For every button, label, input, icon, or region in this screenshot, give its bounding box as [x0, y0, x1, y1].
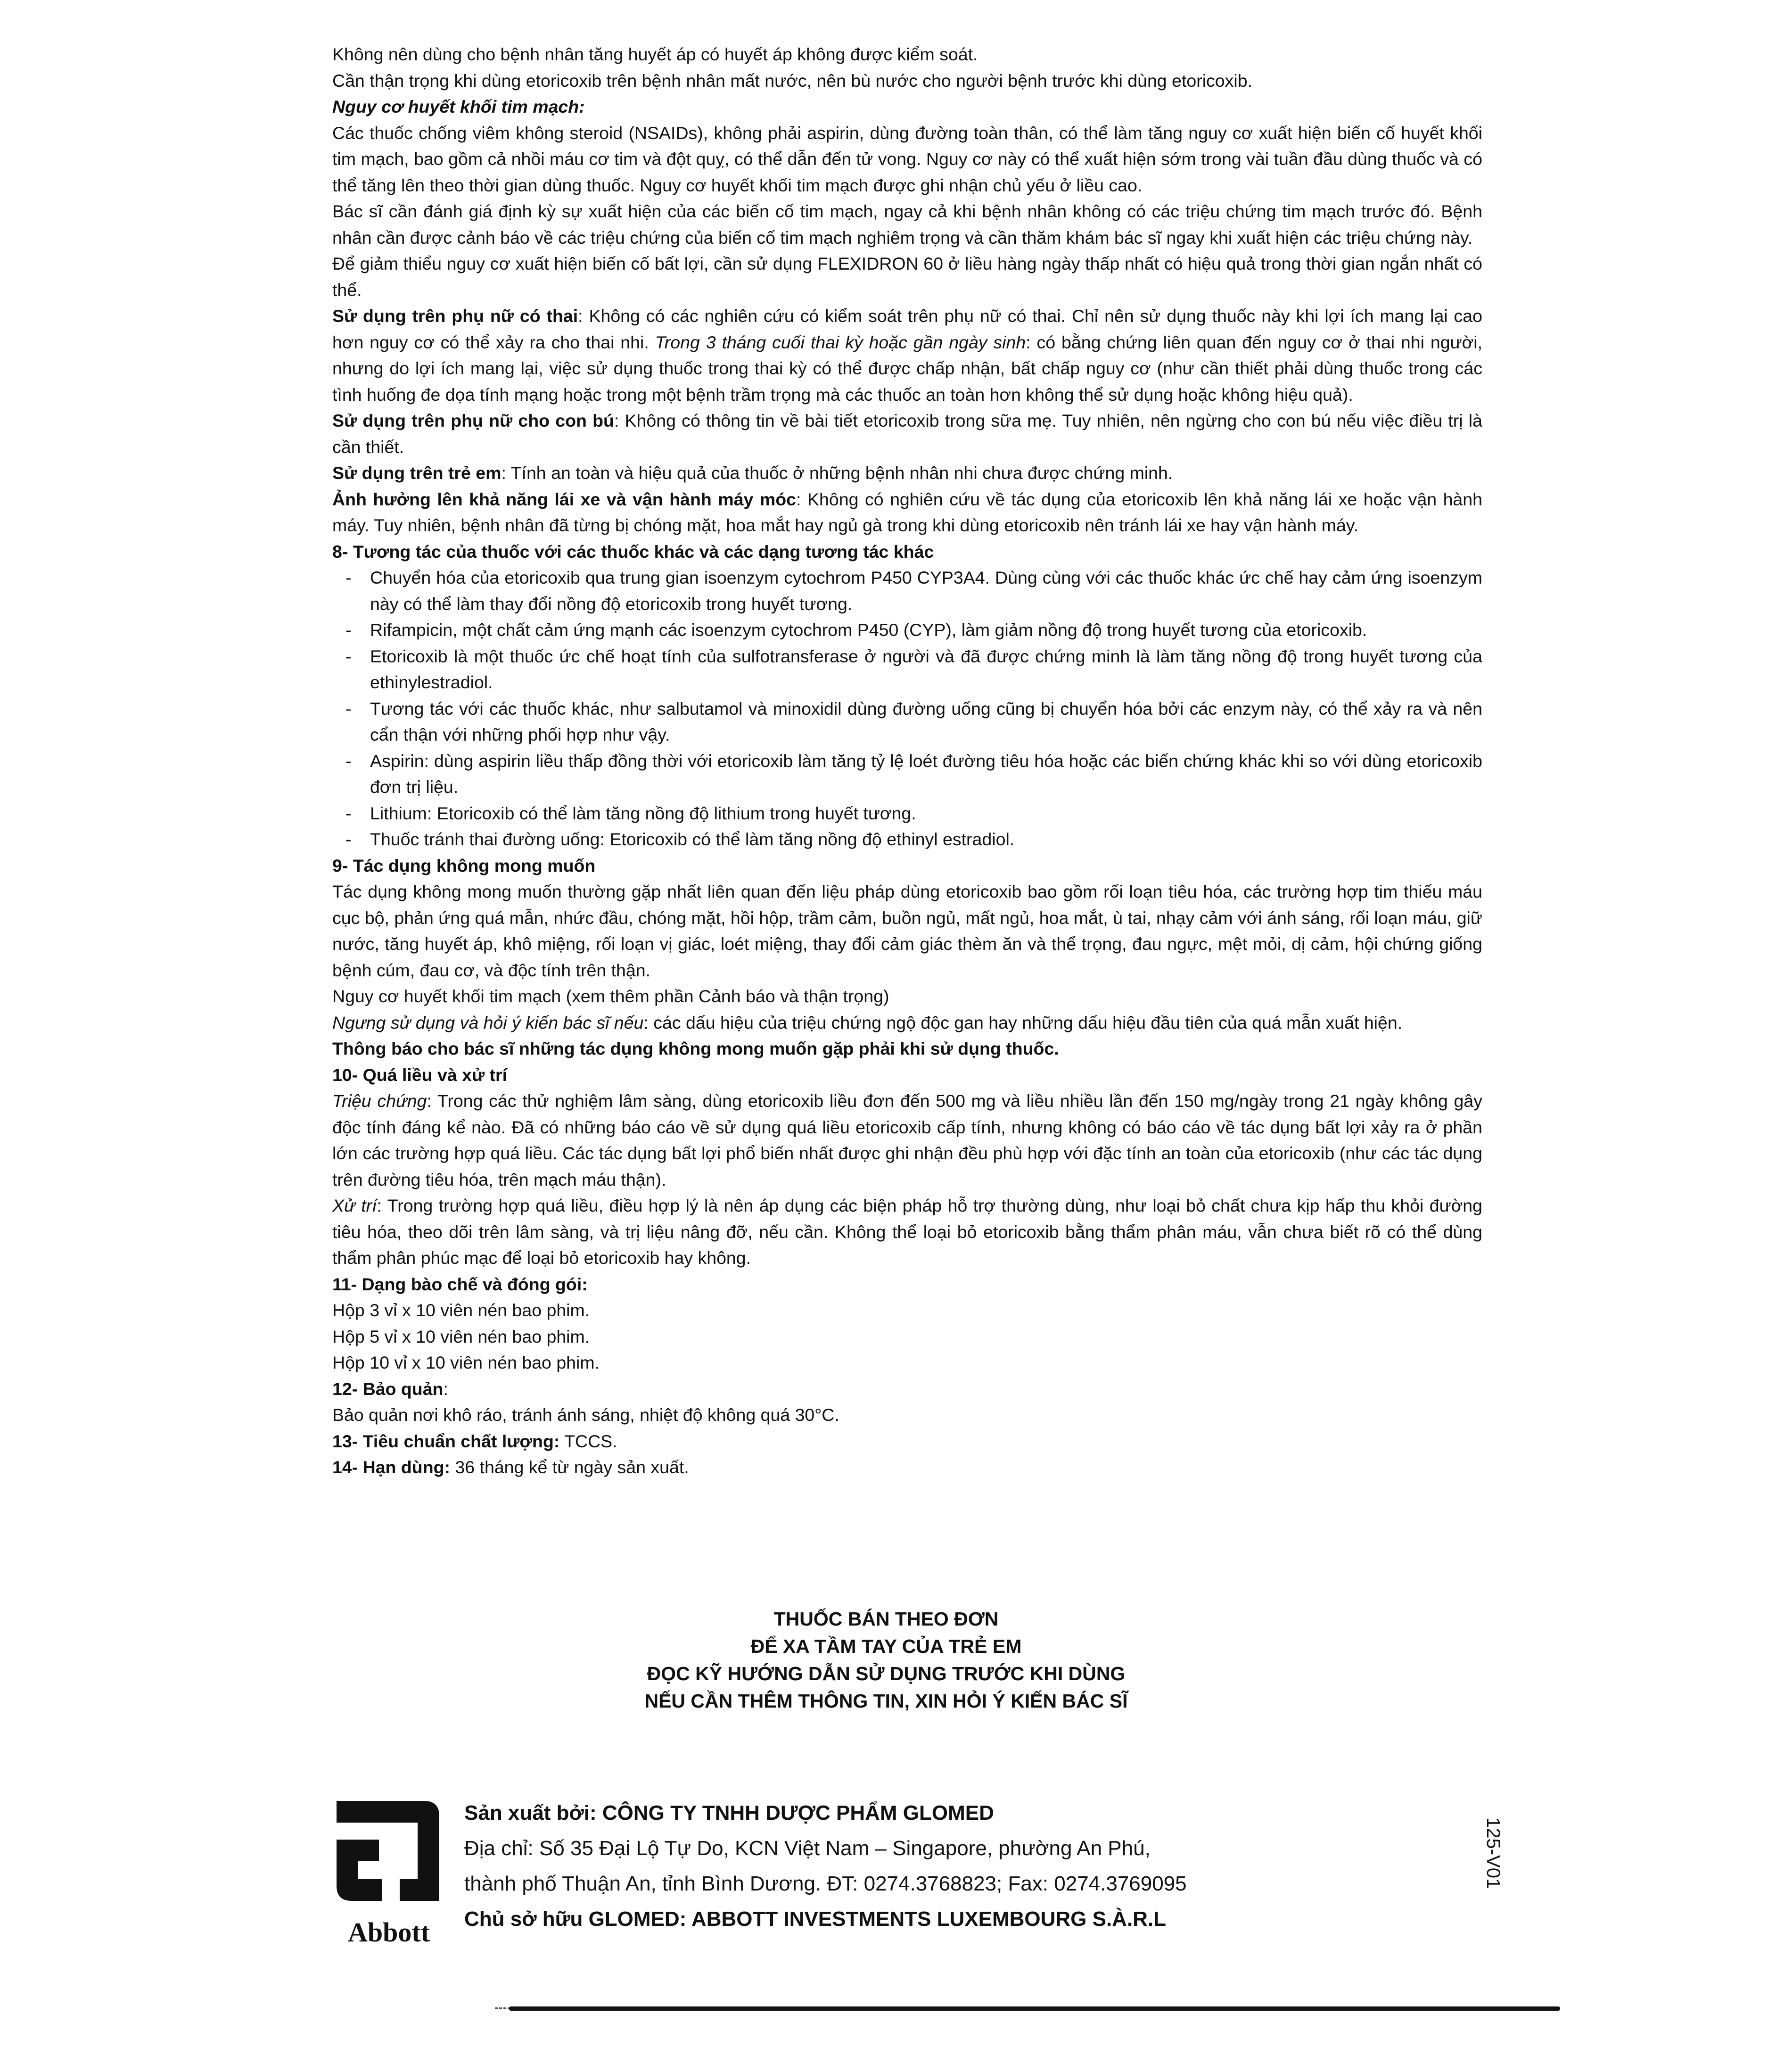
lactation-label: Sử dụng trên phụ nữ cho con bú — [332, 411, 614, 430]
symptoms-text: : Trong các thử nghiệm lâm sàng, dùng etoricoxib liều đơn đến 500 mg và liều nhiều lần đến 150 mg/ngày trong 21 ngày không gây độc tính đáng kể nào. Đã có những báo cáo về sử dụng quá liều etoricoxib cấp tính, nhưng không có báo cáo về tác dụng bất lợi xảy ra ở phần lớn các trường hợp quá liều. Các tác dụng bất lợi phổ biến nhất được ghi nhận đều phù hợp với đặc tính an toàn của etoricoxib (như các tác dụng trên đường tiêu hóa, trên mạch máu thận). — [332, 1091, 1482, 1189]
document-code: 125-V01 — [1483, 1817, 1504, 1889]
notice-bold: Thông báo cho bác sĩ những tác dụng không mong muốn gặp phải khi sử dụng thuốc. — [332, 1039, 1059, 1058]
section-heading: 9- Tác dụng không mong muốn — [332, 855, 596, 875]
driving-paragraph — [332, 487, 1482, 539]
paragraph: Các thuốc chống viêm không steroid (NSAIDs), không phải aspirin, dùng đường toàn thân, có thể làm tăng nguy cơ xuất hiện biến cố huyết khối tim mạch, bao gồm cả nhồi máu cơ tim và đột quỵ, có thể dẫn đến tử vong. Nguy cơ này có thể xuất hiện sớm trong vài tuần đầu dùng thuốc và có thể tăng lên theo thời gian dùng thuốc. Nguy cơ huyết khối tim mạch được ghi nhận chủ yếu ở liều cao. — [332, 123, 1482, 195]
pregnancy-text: : Không có các nghiên cứu có kiểm soát trên phụ nữ có thai. Chỉ nên sử dụng thuốc này khi lợi ích mang lại cao hơn nguy cơ có thể xảy ra cho thai nhi. — [332, 306, 1482, 352]
paragraph: Bác sĩ cần đánh giá định kỳ sự xuất hiện của các biến cố tim mạch, ngay cả khi bệnh nhân không có các triệu chứng tim mạch trước đó. Bệnh nhân cần được cảnh báo về các triệu chứng của biến cố tim mạch nghiêm trọng và cần thăm khám bác sĩ ngay khi xuất hiện các triệu chứng này. — [332, 201, 1482, 248]
stop-use-text: : các dấu hiệu của triệu chứng ngộ độc gan hay những dấu hiệu đầu tiên của quá mẫn xuất hiện. — [643, 1012, 1403, 1032]
manufacturer-label: Sản xuất bởi: — [464, 1801, 602, 1824]
warning-line: NẾU CẦN THÊM THÔNG TIN, XIN HỎI Ý KIẾN BÁC SĨ — [644, 1690, 1128, 1712]
storage-heading: 12- Bảo quản — [332, 1379, 444, 1399]
interactions-list — [332, 565, 1482, 853]
storage-colon: : — [443, 1379, 448, 1399]
warning-line: ĐỂ XA TẦM TAY CỦA TRẺ EM — [750, 1635, 1022, 1657]
children-text: : Tính an toàn và hiệu quả của thuốc ở những bệnh nhân nhi chưa được chứng minh. — [501, 463, 1173, 483]
abbott-logo — [330, 1791, 448, 1948]
children-paragraph — [332, 460, 1482, 487]
pregnancy-paragraph — [332, 303, 1482, 408]
manufacturer-block — [464, 1795, 1187, 1937]
shelf-life-value: 36 tháng kể từ ngày sản xuất. — [450, 1457, 689, 1477]
shelf-life-label: 14- Hạn dùng: — [332, 1457, 450, 1477]
paragraph: Tác dụng không mong muốn thường gặp nhất liên quan đến liệu pháp dùng etoricoxib bao gồm rối loạn tiêu hóa, các trường hợp tim thiếu máu cục bộ, phản ứng quá mẫn, nhức đầu, chóng mặt, hồi hộp, trầm cảm, buồn ngủ, mất ngủ, hoa mắt, ù tai, nhạy cảm với ánh sáng, rối loạn máu, giữ nước, tăng huyết áp, khô miệng, rối loạn vị giác, loét miệng, thay đổi cảm giác thèm ăn và thể trọng, đau ngực, mệt mỏi, dị cảm, hội chứng giống bệnh cúm, đau cơ, và độc tính trên thận. — [332, 882, 1482, 980]
treatment-label: Xử trí — [332, 1196, 377, 1215]
leaflet-body — [332, 41, 1482, 1481]
manufacturer-company: CÔNG TY TNHH DƯỢC PHẨM GLOMED — [602, 1801, 994, 1824]
list-item: - Thuốc tránh thai đường uống: Etoricoxib có thể làm tăng nồng độ ethinyl estradiol. — [332, 826, 1482, 853]
warning-line: ĐỌC KỸ HƯỚNG DẪN SỬ DỤNG TRƯỚC KHI DÙNG — [647, 1663, 1126, 1684]
lactation-text: : Không có thông tin về bài tiết etoricoxib trong sữa mẹ. Tuy nhiên, nên ngừng cho con bú nếu việc điều trị là cần thiết. — [332, 411, 1482, 457]
lactation-paragraph — [332, 408, 1482, 460]
treatment-text: : Trong trường hợp quá liều, điều hợp lý là nên áp dụng các biện pháp hỗ trợ thường dùng, như loại bỏ chất chưa kịp hấp thu khỏi đường tiêu hóa, theo dõi trên lâm sàng, và trị liệu nâng đỡ, nếu cần. Không thể loại bỏ etoricoxib bằng thẩm phân máu, vẫn chưa biết rõ có thể dùng thẩm phân phúc mạc để loại bỏ etoricoxib hay không. — [332, 1196, 1482, 1268]
quality-standard — [332, 1428, 1482, 1455]
paragraph: Không nên dùng cho bệnh nhân tăng huyết áp có huyết áp không được kiểm soát. — [332, 44, 978, 64]
pregnancy-text-2: : có bằng chứng liên quan đến nguy cơ ở thai nhi người, nhưng do lợi ích mang lại, việc sử dụng thuốc trong thai kỳ có thể được chấp nhận, bất chấp nguy cơ (như cần thiết phải dùng thuốc trong các tình huống đe dọa tính mạng hoặc trong một bệnh trầm trọng mà các thuốc an toàn hơn không thể sử dụng hoặc không hiệu quả). — [332, 332, 1482, 404]
abbott-wordmark: Abbott — [347, 1917, 430, 1948]
manufacturer-owner: Chủ sở hữu GLOMED: ABBOTT INVESTMENTS LUXEMBOURG S.À.R.L — [464, 1907, 1167, 1931]
paragraph — [332, 1010, 1482, 1036]
paragraph: Bảo quản nơi khô ráo, tránh ánh sáng, nhiệt độ không quá 30°C. — [332, 1405, 839, 1425]
section-heading — [332, 1376, 1482, 1403]
list-item: - Aspirin: dùng aspirin liều thấp đồng thời với etoricoxib làm tăng tỷ lệ loét đường tiêu hóa hoặc các biến chứng khác khi so với dùng etoricoxib đơn trị liệu. — [332, 748, 1482, 801]
paragraph — [332, 1088, 1482, 1193]
symptoms-label: Triệu chứng — [332, 1091, 427, 1111]
list-item: - Tương tác với các thuốc khác, như salbutamol và minoxidil dùng đường uống cũng bị chuyển hóa bởi các enzym này, có thể xảy ra và nên cẩn thận với những phối hợp như vậy. — [332, 696, 1482, 748]
paragraph: Để giảm thiểu nguy cơ xuất hiện biến cố bất lợi, cần sử dụng FLEXIDRON 60 ở liều hàng ngày thấp nhất có hiệu quả trong thời gian ngắn nhất có thể. — [332, 254, 1482, 300]
warning-block — [518, 1605, 1254, 1715]
list-item: - Chuyển hóa của etoricoxib qua trung gian isoenzym cytochrom P450 CYP3A4. Dùng cùng với các thuốc khác ức chế hay cảm ứng isoenzym này có thể làm thay đổi nồng độ etoricoxib trong huyết tương. — [332, 565, 1482, 617]
stop-use-italic: Ngưng sử dụng và hỏi ý kiến bác sĩ nếu — [332, 1012, 644, 1032]
list-item: - Etoricoxib là một thuốc ức chế hoạt tính của sulfotransferase ở người và đã được chứng minh là làm tăng nồng độ trong huyết tương của ethinylestradiol. — [332, 644, 1482, 696]
list-item: - Lithium: Etoricoxib có thể làm tăng nồng độ lithium trong huyết tương. — [332, 801, 1482, 827]
section-heading: 10- Quá liều và xử trí — [332, 1065, 508, 1085]
quality-value: TCCS. — [559, 1431, 617, 1451]
section-heading: 8- Tương tác của thuốc với các thuốc khác và các dạng tương tác khác — [332, 541, 934, 561]
list-item: Hộp 3 vỉ x 10 viên nén bao phim. — [332, 1300, 590, 1320]
section-heading: Nguy cơ huyết khối tim mạch: — [332, 97, 585, 116]
driving-text: : Không có nghiên cứu về tác dụng của etoricoxib lên khả năng lái xe hoặc vận hành máy. Tuy nhiên, bệnh nhân đã từng bị chóng mặt, hoa mắt hay ngủ gà trong khi dùng etoricoxib nên tránh lái xe hay vận hành máy. — [332, 489, 1482, 535]
manufacturer-address: Địa chỉ: Số 35 Đại Lộ Tự Do, KCN Việt Nam – Singapore, phường An Phú, — [464, 1837, 1151, 1860]
paragraph — [332, 1193, 1482, 1271]
section-heading: 11- Dạng bào chế và đóng gói: — [332, 1274, 588, 1294]
warning-line: THUỐC BÁN THEO ĐƠN — [773, 1608, 999, 1630]
quality-label: 13- Tiêu chuẩn chất lượng: — [332, 1431, 560, 1451]
manufacturer-address-2: thành phố Thuận An, tỉnh Bình Dương. ĐT: 0274.3768823; Fax: 0274.3769095 — [464, 1872, 1187, 1895]
manufacturer-line — [464, 1795, 1187, 1831]
shelf-life — [332, 1454, 1482, 1481]
children-label: Sử dụng trên trẻ em — [332, 463, 502, 483]
bottom-rule — [509, 2006, 1560, 2011]
list-item: Hộp 10 vỉ x 10 viên nén bao phim. — [332, 1353, 600, 1372]
pregnancy-italic: Trong 3 tháng cuối thai kỳ hoặc gần ngày sinh — [655, 332, 1026, 352]
pregnancy-label: Sử dụng trên phụ nữ có thai — [332, 306, 578, 326]
list-item: Hộp 5 vỉ x 10 viên nén bao phim. — [332, 1326, 590, 1346]
list-item: - Rifampicin, một chất cảm ứng mạnh các isoenzym cytochrom P450 (CYP), làm giảm nồng độ trong huyết tương của etoricoxib. — [332, 617, 1482, 644]
paragraph: Cần thận trọng khi dùng etoricoxib trên bệnh nhân mất nước, nên bù nước cho người bệnh trước khi dùng etoricoxib. — [332, 70, 1252, 91]
abbott-logo-icon — [330, 1791, 448, 1909]
driving-label: Ảnh hưởng lên khả năng lái xe và vận hành máy móc — [332, 489, 797, 509]
paragraph: Nguy cơ huyết khối tim mạch (xem thêm phần Cảnh báo và thận trọng) — [332, 986, 889, 1006]
